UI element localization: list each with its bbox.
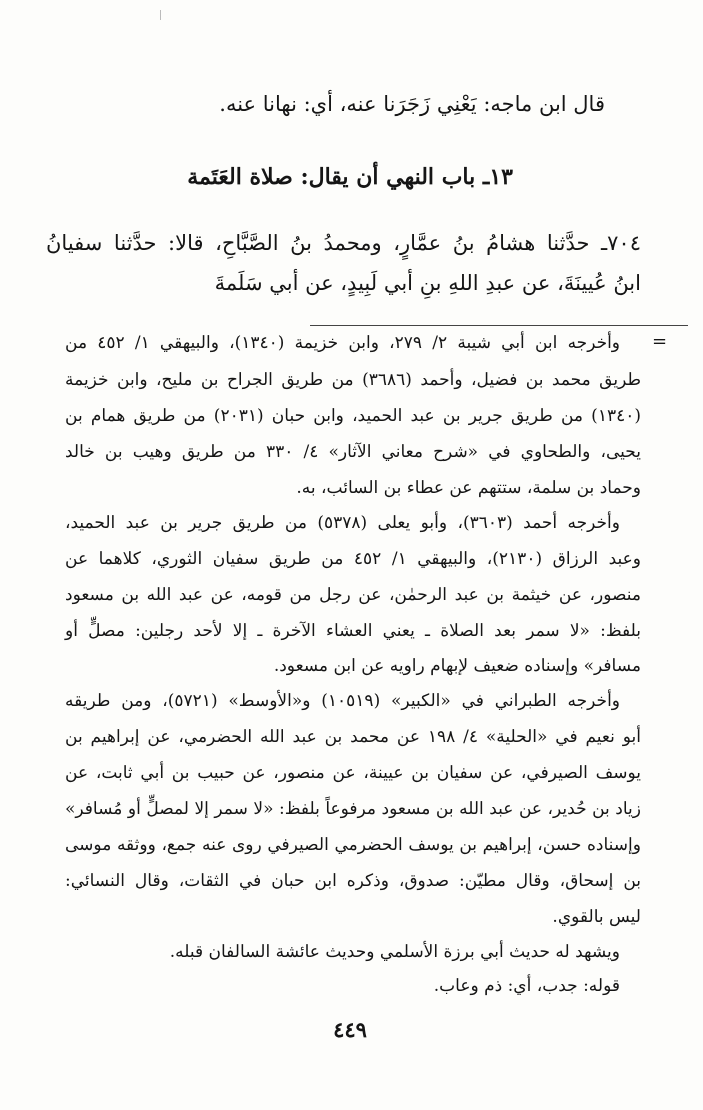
hadith-text-line: ابنُ عُيينَةَ، عن عبدِ اللهِ بنِ أبي لَبِيدٍ، عن أبي سَلَمةَ (214, 271, 641, 295)
footnote-line: ليس بالقوي. (552, 907, 641, 927)
chapter-heading: ١٣ـ باب النهي أن يقال: صلاة العَتَمة (187, 164, 513, 190)
intro-line: قال ابن ماجه: يَعْنِي زَجَرَنا عنه، أي: نهانا عنه. (219, 92, 605, 116)
footnote-line: يوسف الصيرفي، عن سفيان بن عيينة، عن منصور، عن حبيب بن أبي ثابت، عن (65, 763, 641, 783)
footnote-line: (١٣٤٠) من طريق جرير بن عبد الحميد، وابن حبان (٢٠٣١) من طريق همام بن (65, 406, 641, 426)
footnote-line: طريق محمد بن فضيل، وأحمد (٣٦٨٦) من طريق الجراح بن مليح، وابن خزيمة (65, 370, 641, 390)
footnote-line: وأخرجه الطبراني في «الكبير» (١٠٥١٩) و«الأوسط» (٥٧٢١)، ومن طريقه (65, 691, 620, 711)
footnote-line: أبو نعيم في «الحلية» ٤/ ١٩٨ عن محمد بن عبد الله الحضرمي، عن إبراهيم بن (65, 727, 641, 747)
footnote-line: بن إسحاق، وقال مطيّن: صدوق، وذكره ابن حبان في الثقات، وقال النسائي: (65, 871, 641, 891)
footnote-separator (310, 325, 688, 326)
footnote-line: وأخرجه أحمد (٣٦٠٣)، وأبو يعلى (٥٣٧٨) من طريق جرير بن عبد الحميد، (65, 513, 620, 533)
footnote-line: وحماد بن سلمة، ستتهم عن عطاء بن السائب، به. (296, 478, 641, 498)
footnote-line: وعبد الرزاق (٢١٣٠)، والبيهقي ١/ ٤٥٢ من طريق سفيان الثوري، كلاهما عن (65, 549, 641, 569)
page-number: ٤٤٩ (333, 1017, 367, 1042)
continuation-mark: = (652, 331, 668, 352)
footnote-line: ويشهد له حديث أبي برزة الأسلمي وحديث عائشة السالفان قبله. (169, 942, 620, 962)
footnote-line: وأخرجه ابن أبي شيبة ٢/ ٢٧٩، وابن خزيمة (١٣٤٠)، والبيهقي ١/ ٤٥٢ من (65, 333, 621, 353)
footnote-line: منصور، عن خيثمة بن عبد الرحمٰن، عن رجل من قومه، عن عبد الله بن مسعود (65, 585, 641, 605)
footnote-line: يحيى، والطحاوي في «شرح معاني الآثار» ٤/ ٣٣٠ من طريق وهيب بن خالد (65, 442, 641, 462)
footnote-line: قوله: جدب، أي: ذم وعاب. (433, 976, 620, 996)
scan-mark (160, 10, 161, 20)
hadith-text-line: ٧٠٤ـ حدَّثنا هشامُ بنُ عمَّارٍ، ومحمدُ بنُ الصَّبَّاحِ، قالا: حدَّثنا سفيانُ (46, 231, 641, 255)
footnote-line: وإسناده حسن، إبراهيم بن يوسف الحضرمي الصيرفي روى عنه جمع، ووثقه موسى (65, 835, 641, 855)
footnote-line: زياد بن حُدير، عن عبد الله بن مسعود مرفوعاً بلفظ: «لا سمر إلا لمصلٍّ أو مُسافر» (65, 799, 641, 819)
footnote-line: بلفظ: «لا سمر بعد الصلاة ـ يعني العشاء الآخرة ـ إلا لأحد رجلين: مصلٍّ أو (65, 621, 641, 641)
footnote-line: مسافر» وإسناده ضعيف لإبهام راويه عن ابن مسعود. (273, 656, 641, 676)
